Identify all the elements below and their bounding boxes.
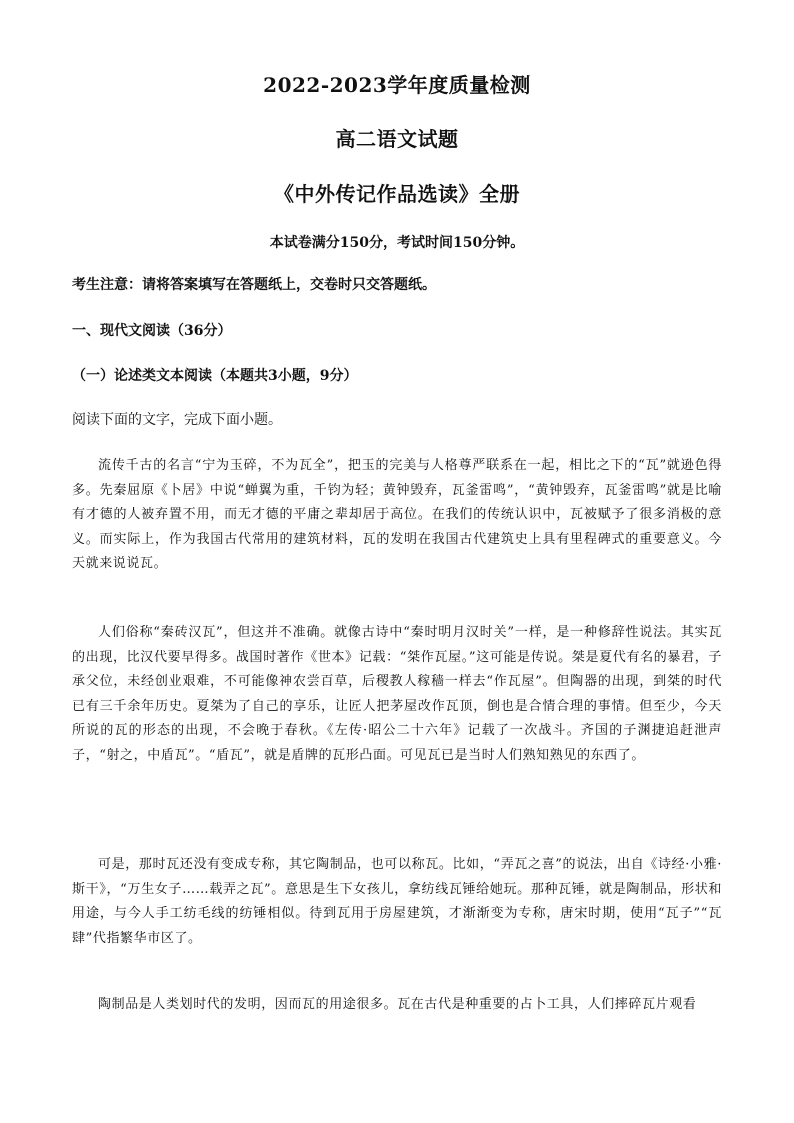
- textbook-title: 《中外传记作品选读》全册: [274, 182, 520, 206]
- passage-paragraph-4: 陶制品是人类划时代的发明，因而瓦的用途很多。瓦在古代是种重要的占卜工具，人们摔碎瓦片观看: [98, 997, 697, 1012]
- subsection-heading: （一）论述类文本阅读（本题共3小题，9分）: [72, 368, 358, 384]
- exam-info: 本试卷满分150分，考试时间150分钟。: [269, 235, 525, 251]
- passage-paragraph-1: 流传千古的名言“宁为玉碎，不为瓦全”，把玉的完美与人格尊严联系在一起，相比之下的“瓦”就逊色得多。先秦屈原《卜居》中说“蝉翼为重，千钧为轻；黄钟毁弃，瓦釜雷鸣”，“黄钟毁弃，瓦釜雷鸣”就是比喻有才德的人被弃置不用，而无才德的平庸之辈却居于高位。在我们的传统认识中，瓦被赋予了很多消极的意义。而实际上，作为我国古代常用的建筑材料，瓦的发明在我国古代建筑史上具有里程碑式的重要意义。今天就来说说瓦。: [72, 458, 722, 572]
- exam-notice: 考生注意：请将答案填写在答题纸上，交卷时只交答题纸。: [72, 277, 436, 293]
- passage-paragraph-3: 可是，那时瓦还没有变成专称，其它陶制品，也可以称瓦。比如，“弄瓦之喜”的说法，出自《诗经·小雅·斯干》，“万生女子……载弄之瓦”。意思是生下女孩儿，拿纺线瓦锤给她玩。那种瓦锤，就是陶制品，形状和用途，与今人手工纺毛线的纺锤相似。待到瓦用于房屋建筑，才渐渐变为专称，唐宋时期，使用“瓦子”“瓦肆”代指繁华市区了。: [72, 857, 722, 946]
- document-title: 2022-2023学年度质量检测: [263, 73, 531, 97]
- passage-paragraph-2: 人们俗称“秦砖汉瓦”，但这并不准确。就像古诗中“秦时明月汉时关”一样，是一种修辞性说法。其实瓦的出现，比汉代要早得多。战国时著作《世本》记载：“桀作瓦屋。”这可能是传说。桀是夏代有名的暴君，子承父位，未经创业艰难，不可能像神农尝百草，后稷教人稼穑一样去“作瓦屋”。但陶器的出现，到桀的时代已有三千余年历史。夏桀为了自己的享乐，让匠人把茅屋改作瓦顶，倒也是合情合理的事情。但至少，今天所说的瓦的形态的出现，不会晚于春秋。《左传·昭公二十六年》记载了一次战斗。齐国的子渊捷追赶泄声子，“射之，中盾瓦”。“盾瓦”，就是盾牌的瓦形凸面。可见瓦已是当时人们熟知熟见的东西了。: [72, 625, 722, 763]
- section-heading: 一、现代文阅读（36分）: [72, 323, 232, 339]
- reading-instruction: 阅读下面的文字，完成下面小题。: [72, 412, 282, 428]
- exam-subject-title: 高二语文试题: [335, 127, 459, 151]
